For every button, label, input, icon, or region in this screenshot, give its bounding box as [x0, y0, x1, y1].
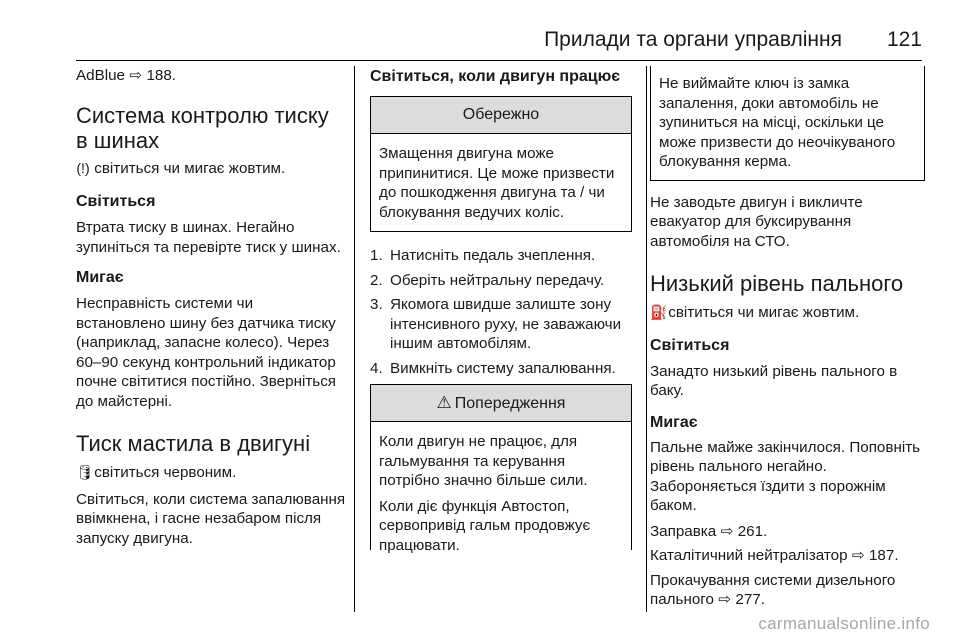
column-left [76, 66, 346, 548]
tire-pressure-title: Система контролю тиску в шинах [76, 102, 329, 153]
reference-page[interactable]: 187. [868, 547, 899, 564]
low-fuel-title: Низький рівень пального [650, 271, 904, 296]
caution-box [370, 96, 632, 232]
tire-pressure-warning-icon: (!) [76, 159, 90, 176]
column-divider-right [646, 66, 647, 612]
warning-title-row [371, 385, 631, 422]
diesel-bleed-reference: Прокачування системи дизельного пального ⇨ 277. [650, 571, 896, 608]
list-item: 4. Вимкніть систему запалювання. [370, 359, 616, 377]
fuel-status-text: світиться чи мигає жовтим. [668, 304, 860, 321]
warning-box-continued [650, 66, 925, 181]
catalyst-reference: Каталітичний нейтралізатор ⇨ 187. [650, 547, 899, 564]
reference-page[interactable]: 261. [737, 522, 768, 540]
reference-text: AdBlue [76, 67, 125, 84]
warning-box [370, 384, 632, 554]
list-item: 1. Натисніть педаль зчеплення. [370, 247, 596, 264]
engine-running-heading: Світиться, коли двигун працює [370, 68, 621, 85]
tire-status-line [76, 159, 346, 179]
tire-flash-text: Несправність системи чи встановлено шину без датчика тиску (наприклад, запасне колесо). Через 60–90 секунд контрольний індикатор почне світитися постійно. Зверніться до майстерні. [76, 295, 337, 410]
fuel-status-line [650, 303, 925, 323]
reference-page[interactable]: 277. [735, 591, 765, 608]
oil-status-line [76, 463, 346, 483]
tire-lit-text: Втрата тиску в шинах. Негайно зупиніться та перевірте тиск у шинах. [76, 219, 341, 256]
oil-can-icon: 🛢 [76, 464, 94, 480]
warning-triangle-icon: ⚠ [436, 393, 452, 412]
oil-pressure-title: Тиск мастила в двигуні [76, 431, 311, 456]
oil-text: Світиться, коли система запалювання ввімкнена, і гасне незабаром після запуску двигуна. [76, 490, 346, 547]
page-number: 121 [886, 28, 922, 51]
warning-text-2: Коли діє функція Автостоп, сервопривід гальм продовжує працювати. [379, 497, 591, 554]
fuel-lit-heading: Світиться [650, 336, 730, 354]
tire-status-text: світиться чи мигає жовтим. [94, 159, 286, 177]
warning-text-1: Коли двигун не працює, для гальмування та керування потрібно значно більше сили. [379, 433, 588, 489]
adblue-reference [76, 66, 346, 86]
watermark: carmanualsonline.info [758, 614, 930, 633]
page-ref-arrow-icon: ⇨ [851, 547, 865, 564]
refuel-reference: Заправка ⇨ 261. [650, 522, 768, 540]
caution-text: Змащення двигуна може припинитися. Це може призвести до пошкодження двигуна та / чи блокування ведучих коліс. [379, 145, 615, 221]
column-middle [370, 66, 632, 554]
page-ref-arrow-icon: ⇨ [718, 591, 732, 608]
tire-lit-heading: Світиться [76, 193, 156, 210]
column-right [650, 66, 925, 610]
steps-list [370, 246, 632, 378]
list-item: 3. Якомога швидше залиште зону інтенсивного руху, не заважаючи іншим автомобілям. [370, 296, 622, 352]
page-header [76, 26, 922, 61]
page-ref-arrow-icon: ⇨ [129, 67, 143, 84]
warning-title: Попередження [454, 395, 566, 412]
page-ref-arrow-icon: ⇨ [720, 522, 734, 540]
fuel-lit-text: Занадто низький рівень пального в баку. [650, 362, 898, 399]
fuel-flash-heading: Мигає [650, 413, 698, 431]
caution-title: Обережно [371, 97, 631, 134]
fuel-flash-text: Пальне майже закінчилося. Поповніть рівень пального негайно. Забороняється їздити з порожнім баком. [650, 438, 921, 514]
tow-advice-text: Не заводьте двигун і викличте евакуатор для буксирування автомобіля на СТО. [650, 193, 863, 250]
oil-status-text: світиться червоним. [94, 464, 237, 481]
list-item: 2. Оберіть нейтральну передачу. [370, 271, 605, 289]
fuel-pump-icon: ⛽ [650, 304, 668, 320]
warning-continued-text: Не виймайте ключ із замка запалення, доки автомобіль не зупиниться на місці, оскільки це може призвести до неочікуваного блокування керма. [659, 75, 896, 170]
chapter-title: Прилади та органи управління [544, 28, 842, 51]
tire-flash-heading: Мигає [76, 269, 124, 286]
column-divider-left [354, 66, 355, 612]
reference-page[interactable]: 188. [146, 67, 177, 84]
